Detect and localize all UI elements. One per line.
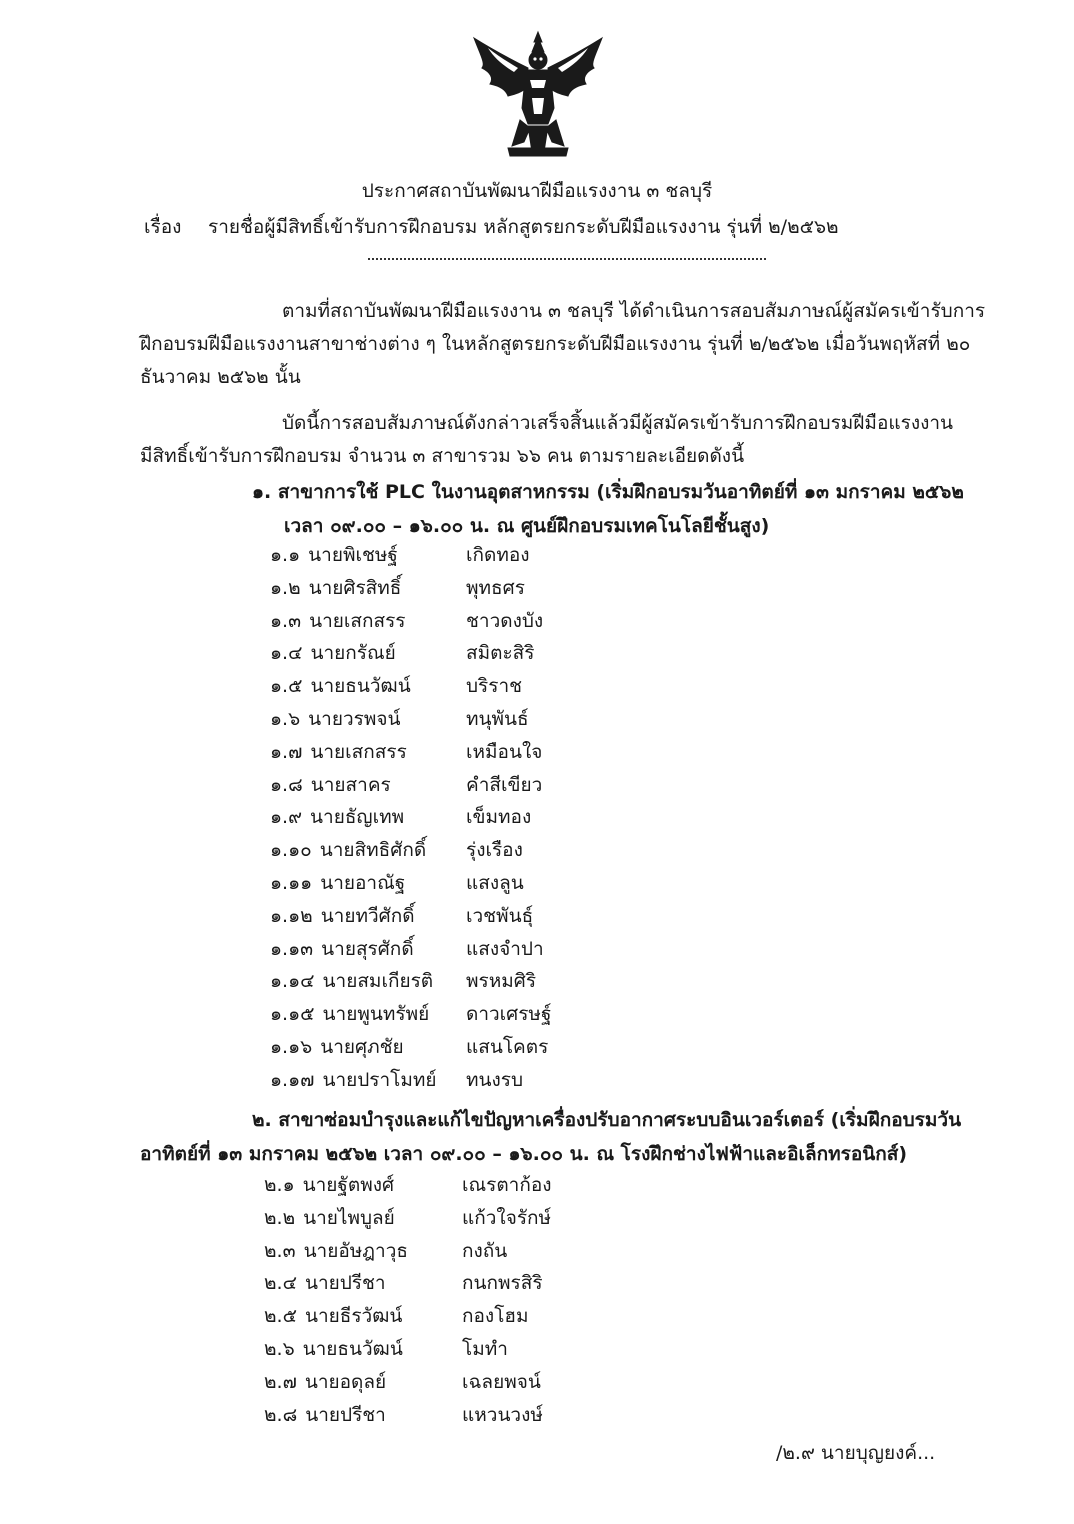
entry-first-name: นายปราโมทย์ bbox=[322, 1068, 437, 1091]
section-1-entry bbox=[270, 868, 670, 901]
entry-number: ๑.๘ bbox=[270, 773, 303, 796]
entry-surname: เหมือนใจ bbox=[466, 740, 543, 763]
subject-label: เรื่อง bbox=[144, 216, 182, 238]
entry-number: ๒.๗ bbox=[264, 1370, 297, 1393]
entry-surname: กองโฮม bbox=[462, 1305, 529, 1328]
intro-paragraph-1-line-2: ฝึกอบรมฝีมือแรงงานสาขาช่างต่าง ๆ ในหลักสูตรยกระดับฝีมือแรงงาน รุ่นที่ ๒/๒๕๖๒ เมื่อวันพฤหัสที่ ๒๐ bbox=[140, 333, 971, 355]
entry-first-name: นายกรัณย์ bbox=[310, 642, 396, 665]
entry-number: ๒.๑ bbox=[264, 1174, 295, 1196]
entry-first-name: นายธนวัฒน์ bbox=[302, 1338, 403, 1360]
entry-first-name: นายอดุลย์ bbox=[304, 1370, 387, 1393]
entry-number: ๑.๗ bbox=[270, 740, 303, 763]
entry-surname: บริราช bbox=[466, 675, 523, 698]
entry-surname: แสนโคตร bbox=[466, 1036, 549, 1058]
entry-first-name: นายอัษฎาวุธ bbox=[303, 1239, 408, 1262]
entry-first-name: นายสุรศักดิ์ bbox=[321, 937, 414, 960]
entry-number: ๑.๑๓ bbox=[270, 937, 314, 960]
section-1-entry bbox=[270, 573, 670, 606]
section-1-entry bbox=[270, 540, 670, 573]
entry-first-name: นายธนวัฒน์ bbox=[310, 675, 411, 698]
section-2-heading-line-2: อาทิตย์ที่ ๑๓ มกราคม ๒๕๖๒ เวลา ๐๙.๐๐ – ๑๖.๐๐ น. ณ โรงฝึกช่างไฟฟ้าและอิเล็กทรอนิกส์) bbox=[140, 1143, 908, 1165]
section-1-entry bbox=[270, 1065, 670, 1098]
entry-surname: ทนุพันธ์ bbox=[466, 708, 529, 730]
entry-first-name: นายธีรวัฒน์ bbox=[304, 1305, 403, 1328]
dotted-divider bbox=[368, 258, 766, 260]
entry-first-name: นายธัญเทพ bbox=[310, 806, 405, 829]
intro-paragraph-1-line-3: ธันวาคม ๒๕๖๒ นั้น bbox=[140, 366, 301, 388]
continuation-note: /๒.๙ นายบุญยงค์... bbox=[776, 1442, 936, 1464]
entry-surname: โมทำ bbox=[462, 1338, 508, 1360]
entry-number: ๑.๙ bbox=[270, 806, 303, 829]
entry-number: ๑.๖ bbox=[270, 708, 301, 730]
intro-paragraph-2-line-2: มีสิทธิ์เข้ารับการฝึกอบรม จำนวน ๓ สาขารวม ๖๖ คน ตามรายละเอียดดังนี้ bbox=[140, 445, 745, 467]
section-1-entry bbox=[270, 1032, 670, 1065]
entry-surname: แสงลูน bbox=[466, 872, 524, 894]
entry-surname: ทนงรบ bbox=[466, 1068, 524, 1091]
entry-number: ๑.๓ bbox=[270, 609, 302, 632]
entry-surname: เข็มทอง bbox=[466, 806, 532, 829]
entry-surname: พรหมศิริ bbox=[466, 970, 537, 993]
entry-number: ๒.๘ bbox=[264, 1403, 298, 1426]
entry-first-name: นายฐัตพงศ์ bbox=[302, 1174, 395, 1196]
entry-first-name: นายศุภชัย bbox=[320, 1036, 404, 1058]
entry-first-name: นายพูนทรัพย์ bbox=[322, 1003, 430, 1026]
section-1-entry bbox=[270, 999, 670, 1032]
entry-number: ๑.๑๗ bbox=[270, 1068, 315, 1091]
entry-surname: สมิตะสิริ bbox=[466, 642, 535, 665]
entry-number: ๑.๑๖ bbox=[270, 1036, 313, 1058]
entry-number: ๑.๑๔ bbox=[270, 970, 315, 993]
entry-first-name: นายไพบูลย์ bbox=[303, 1206, 395, 1229]
section-2-entry bbox=[264, 1203, 664, 1236]
section-2-entry bbox=[264, 1268, 664, 1301]
subject-text: รายชื่อผู้มีสิทธิ์เข้ารับการฝึกอบรม หลักสูตรยกระดับฝีมือแรงงาน รุ่นที่ ๒/๒๕๖๒ bbox=[208, 216, 839, 238]
entry-number: ๑.๑ bbox=[270, 544, 301, 566]
entry-surname: เกิดทอง bbox=[466, 544, 530, 566]
section-2-entry bbox=[264, 1400, 664, 1433]
entry-first-name: นายศิรสิทธิ์ bbox=[308, 576, 402, 599]
section-1-entry bbox=[270, 934, 670, 967]
section-1-entry bbox=[270, 966, 670, 999]
section-1-entry bbox=[270, 770, 670, 803]
entry-first-name: นายเสกสรร bbox=[310, 740, 407, 763]
entry-surname: แสงจำปา bbox=[466, 937, 544, 960]
section-1-entry bbox=[270, 802, 670, 835]
entry-number: ๑.๑๕ bbox=[270, 1003, 315, 1026]
entry-surname: เณรตาก้อง bbox=[462, 1174, 552, 1196]
section-1-heading-line-1: ๑. สาขาการใช้ PLC ในงานอุตสาหกรรม (เริ่มฝึกอบรมวันอาทิตย์ที่ ๑๓ มกราคม ๒๕๖๒ bbox=[252, 481, 964, 503]
entry-first-name: นายเสกสรร bbox=[309, 609, 406, 632]
entry-surname: กนกพรสิริ bbox=[462, 1272, 543, 1295]
section-1-entry bbox=[270, 638, 670, 671]
entry-first-name: นายทวีศักดิ์ bbox=[320, 904, 415, 927]
entry-first-name: นายสาคร bbox=[310, 773, 391, 796]
entry-surname: คำสีเขียว bbox=[466, 773, 543, 796]
section-1-entry bbox=[270, 704, 670, 737]
entry-surname: แหวนวงษ์ bbox=[462, 1403, 543, 1426]
entry-number: ๒.๖ bbox=[264, 1338, 295, 1360]
entry-first-name: นายวรพจน์ bbox=[308, 708, 401, 730]
entry-number: ๒.๓ bbox=[264, 1239, 296, 1262]
entry-first-name: นายปรีชา bbox=[305, 1403, 386, 1426]
intro-paragraph-1-line-1: ตามที่สถาบันพัฒนาฝีมือแรงงาน ๓ ชลบุรี ได้ดำเนินการสอบสัมภาษณ์ผู้สมัครเข้ารับการ bbox=[282, 300, 986, 322]
section-1-heading-line-2: เวลา ๐๙.๐๐ – ๑๖.๐๐ น. ณ ศูนย์ฝึกอบรมเทคโนโลยีชั้นสูง) bbox=[284, 515, 770, 537]
section-1-entry bbox=[270, 671, 670, 704]
section-2-entry bbox=[264, 1367, 664, 1400]
entry-surname: พุทธศร bbox=[466, 576, 525, 599]
entry-number: ๑.๑๐ bbox=[270, 839, 312, 862]
section-1-entry bbox=[270, 901, 670, 934]
section-2-heading-line-1: ๒. สาขาซ่อมบำรุงและแก้ไขปัญหาเครื่องปรับอากาศระบบอินเวอร์เตอร์ (เริ่มฝึกอบรมวัน bbox=[252, 1109, 962, 1131]
entry-surname: กงถัน bbox=[462, 1239, 508, 1262]
entry-number: ๑.๔ bbox=[270, 642, 303, 665]
entry-surname: ชาวดงบัง bbox=[466, 609, 544, 632]
section-2-entry bbox=[264, 1301, 664, 1334]
section-1-entry bbox=[270, 606, 670, 639]
entry-surname: แก้วใจรักษ์ bbox=[462, 1206, 552, 1229]
section-1-entry bbox=[270, 737, 670, 770]
entry-number: ๒.๔ bbox=[264, 1272, 297, 1295]
entry-number: ๒.๒ bbox=[264, 1206, 296, 1229]
section-2-entry bbox=[264, 1334, 664, 1367]
section-1-entry bbox=[270, 835, 670, 868]
garuda-emblem-icon bbox=[468, 28, 608, 160]
entry-surname: เฉลยพจน์ bbox=[462, 1370, 541, 1393]
entry-first-name: นายปรีชา bbox=[304, 1272, 386, 1295]
entry-surname: เวชพันธุ์ bbox=[466, 904, 534, 927]
intro-paragraph-2-line-1: บัดนี้การสอบสัมภาษณ์ดังกล่าวเสร็จสิ้นแล้วมีผู้สมัครเข้ารับการฝึกอบรมฝีมือแรงงาน bbox=[282, 412, 954, 434]
entry-first-name: นายพิเชษฐ์ bbox=[308, 544, 398, 566]
announcement-title: ประกาศสถาบันพัฒนาฝีมือแรงงาน ๓ ชลบุรี bbox=[361, 180, 713, 202]
entry-first-name: นายสิทธิศักดิ์ bbox=[319, 839, 427, 862]
entry-surname: รุ่งเรือง bbox=[466, 839, 523, 862]
entry-number: ๑.๑๑ bbox=[270, 872, 313, 894]
entry-number: ๑.๒ bbox=[270, 576, 301, 599]
section-2-entry bbox=[264, 1236, 664, 1269]
entry-number: ๒.๕ bbox=[264, 1305, 297, 1328]
section-2-entry bbox=[264, 1170, 664, 1203]
entry-first-name: นายสมเกียรติ bbox=[322, 970, 434, 993]
entry-surname: ดาวเศรษฐ์ bbox=[466, 1003, 552, 1026]
entry-first-name: นายอาณัฐ bbox=[320, 872, 406, 894]
entry-number: ๑.๕ bbox=[270, 675, 303, 698]
entry-number: ๑.๑๒ bbox=[270, 904, 313, 927]
